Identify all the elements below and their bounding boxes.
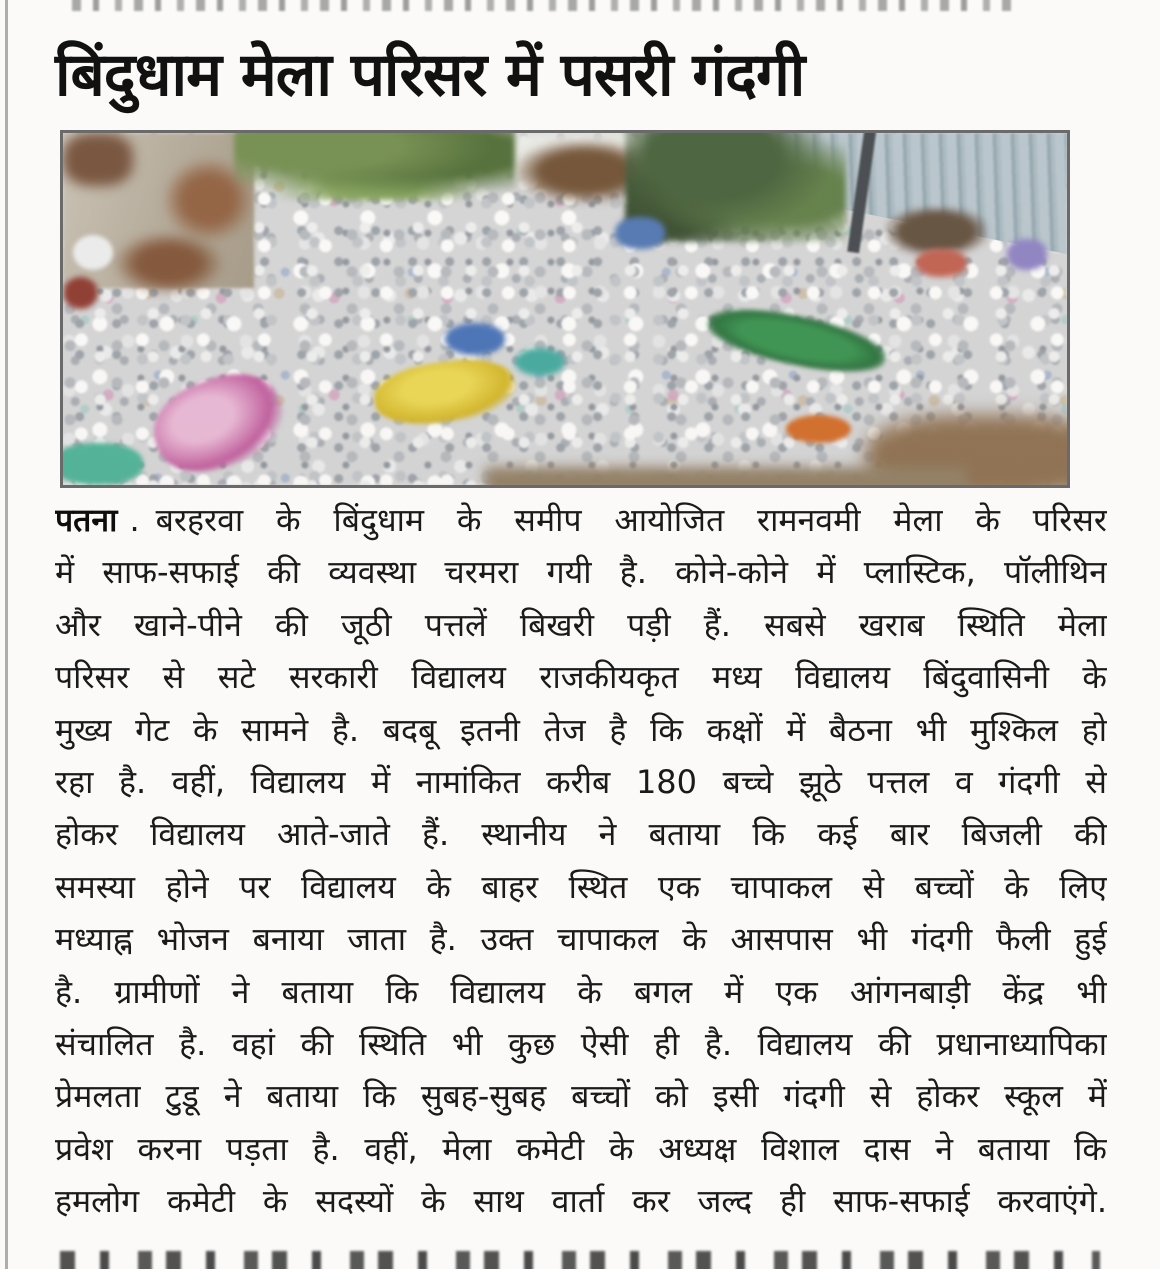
- body-line: प्रवेश करना पड़ता है. वहीं, मेला कमेटी के अध्यक्ष विशाल दास ने बताया कि: [55, 1129, 1107, 1168]
- body-line: हमलोग कमेटी के सदस्यों के साथ वार्ता कर जल्द ही साफ-सफाई करवाएंगे.: [55, 1182, 1107, 1221]
- body-line: [55, 494, 1107, 546]
- body-line: परिसर से सटे सरकारी विद्यालय राजकीयकृत मध्य विद्यालय बिंदुवासिनी के: [55, 658, 1107, 697]
- body-line: में साफ-सफाई की व्यवस्था चरमरा गयी है. कोने-कोने में प्लास्टिक, पॉलीथिन: [55, 553, 1107, 592]
- article-photo: [60, 130, 1070, 488]
- body-line-text: बरहरवा के बिंदुधाम के समीप आयोजित रामनवमी मेला के परिसर: [155, 501, 1107, 539]
- body-line: प्रेमलता टुडू ने बताया कि सुबह-सुबह बच्चों को इसी गंदगी से होकर स्कूल में: [55, 1077, 1107, 1116]
- body-line: और खाने-पीने की जूठी पत्तलें बिखरी पड़ी हैं. सबसे खराब स्थिति मेला: [55, 605, 1107, 644]
- headline: बिंदुधाम मेला परिसर में पसरी गंदगी: [55, 40, 805, 110]
- body-line: समस्या होने पर विद्यालय के बाहर स्थित एक चापाकल से बच्चों के लिए: [55, 867, 1107, 906]
- body-line: मध्याह्न भोजन बनाया जाता है. उक्त चापाकल के आसपास भी गंदगी फैली हुई: [55, 920, 1107, 959]
- body-line: होकर विद्यालय आते-जाते हैं. स्थानीय ने बताया कि कई बार बिजली की: [55, 815, 1107, 854]
- body-line: मुख्य गेट के सामने है. बदबू इतनी तेज है कि कक्षों में बैठना भी मुश्किल हो: [55, 710, 1107, 749]
- body-line: संचालित है. वहां की स्थिति भी कुछ ऐसी ही है. विद्यालय की प्रधानाध्यापिका: [55, 1024, 1107, 1063]
- article-body: [55, 494, 1107, 1227]
- body-line: है. ग्रामीणों ने बताया कि विद्यालय के बगल में एक आंगनबाड़ी केंद्र भी: [55, 972, 1107, 1011]
- dateline-separator: .: [129, 501, 140, 539]
- photo-film-overlay: [63, 133, 1067, 485]
- page-edge-rule: [5, 0, 8, 1269]
- body-line: रहा है. वहीं, विद्यालय में नामांकित करीब 180 बच्चे झूठे पत्तल व गंदगी से: [55, 762, 1107, 801]
- dateline: पतना: [55, 501, 118, 539]
- cropped-text-line-top: [72, 0, 1017, 11]
- cropped-text-line-bottom: [60, 1251, 1100, 1269]
